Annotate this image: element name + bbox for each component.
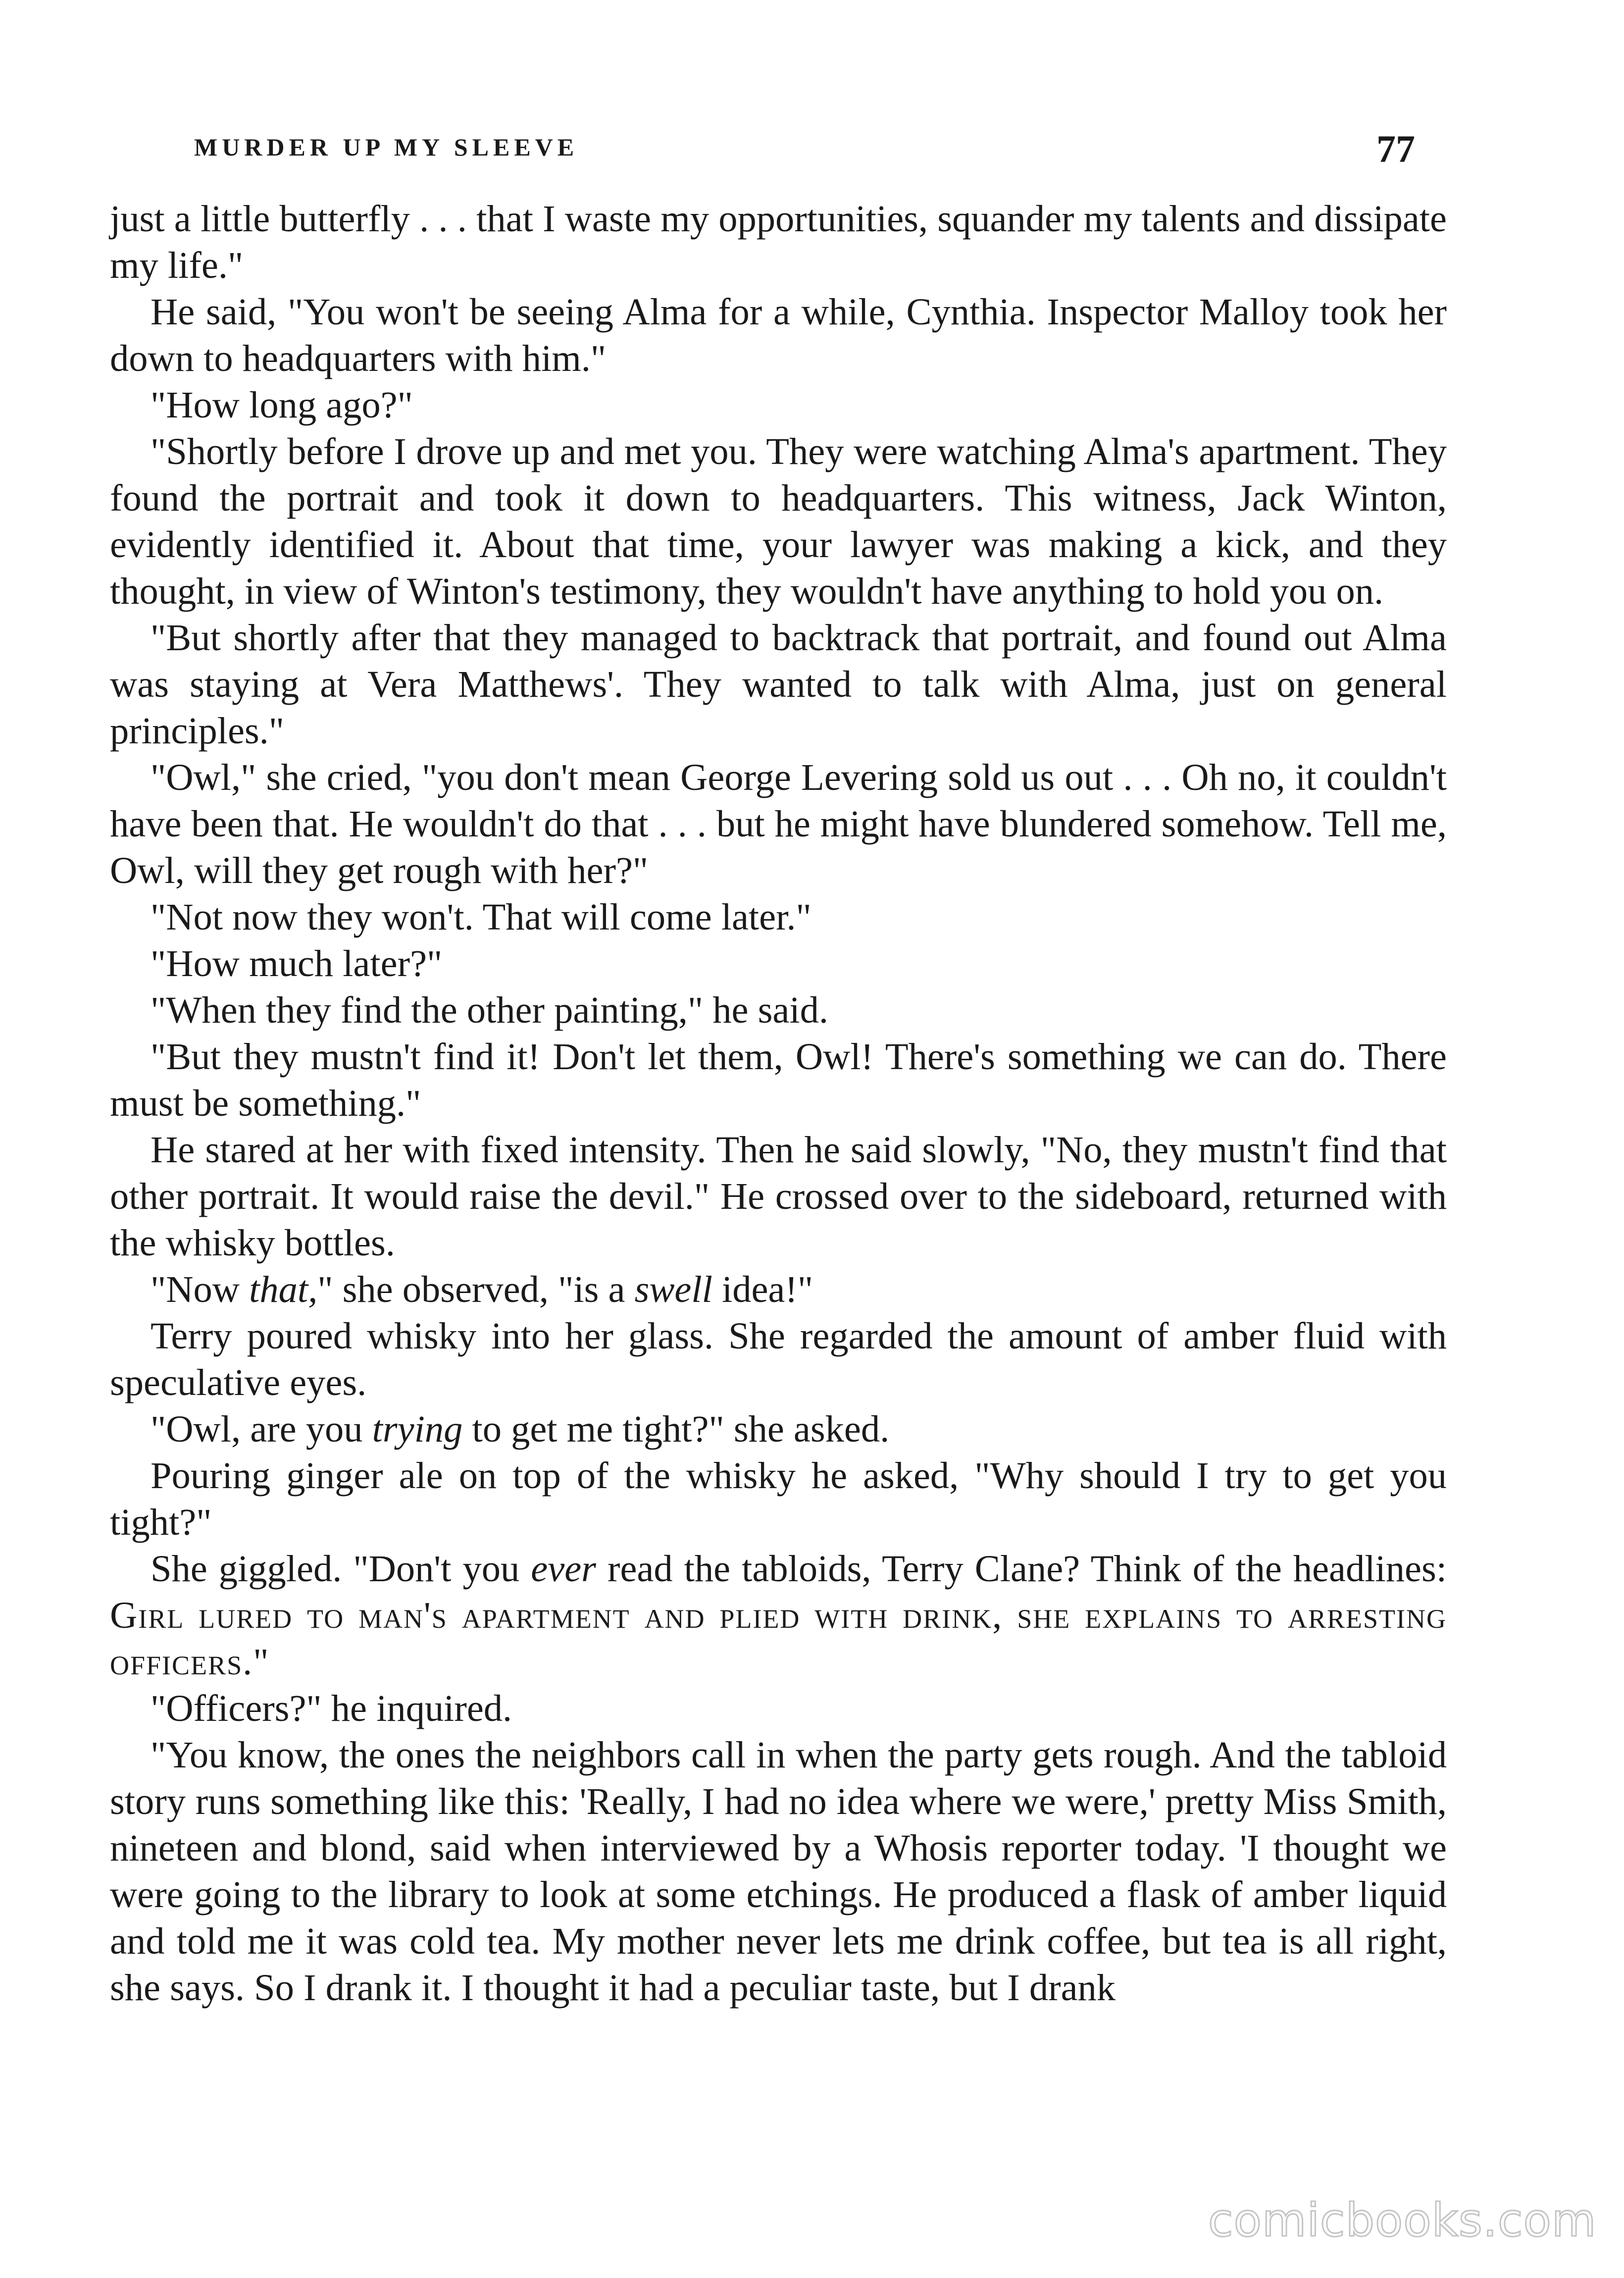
paragraph: He stared at her with fixed intensity. Then he said slowly, "No, they mustn't find that other portrait. It would raise the devil." He crossed over to the sideboard, returned with the whisky bottles. bbox=[110, 1129, 1447, 1264]
paragraph: "You know, the ones the neighbors call in when the party gets rough. And the tabloid story runs something like this: 'Really, I had no idea where we were,' pretty Miss Smith, nineteen and blond, said when interviewed by a Whosis reporter today. 'I thought we were going to the library to look at some etchings. He produced a flask of amber liquid and told me it was cold tea. My mother never lets me drink coffee, but tea is all right, she says. So I drank it. I thought it had a peculiar taste, but I drank bbox=[110, 1734, 1447, 2009]
text-run: She giggled. "Don't you bbox=[151, 1548, 531, 1590]
paragraph: "But they mustn't find it! Don't let them, Owl! There's something we can do. There must be something." bbox=[110, 1035, 1447, 1124]
paragraph: "When they find the other painting," he said. bbox=[151, 989, 828, 1031]
text-run: read the tabloids, Terry Clane? Think of the headlines: bbox=[596, 1548, 1447, 1590]
headline-small-caps: Girl lured to man's apartment and plied with drink, she explains to arresting officers. bbox=[110, 1594, 1447, 1683]
paragraph: He said, "You won't be seeing Alma for a while, Cynthia. Inspector Malloy took her down to headquarters with him." bbox=[110, 291, 1447, 379]
watermark-logo: comicbooks.com bbox=[1208, 2194, 1597, 2247]
paragraph: just a little butterfly . . . that I waste my opportunities, squander my talents and dissipate my life." bbox=[110, 198, 1447, 286]
text-run: "Now bbox=[151, 1268, 250, 1310]
running-title: MURDER UP MY SLEEVE bbox=[194, 133, 579, 161]
paragraph: "Not now they won't. That will come later." bbox=[151, 896, 812, 938]
text-run: idea!" bbox=[712, 1268, 813, 1310]
text-run: " she observed, "is a bbox=[317, 1268, 635, 1310]
emphasis: swell bbox=[634, 1268, 712, 1310]
paragraph bbox=[110, 1546, 1447, 1685]
paragraph: "How much later?" bbox=[151, 942, 443, 984]
body-text bbox=[110, 196, 1447, 2011]
text-run: "Owl, are you bbox=[151, 1408, 372, 1450]
page-number: 77 bbox=[1376, 127, 1415, 170]
paragraph bbox=[110, 1266, 1447, 1313]
emphasis: ever bbox=[531, 1548, 596, 1590]
text-run: " bbox=[253, 1641, 269, 1683]
paragraph: "Officers?" he inquired. bbox=[151, 1687, 512, 1729]
paragraph: "Owl," she cried, "you don't mean George Levering sold us out . . . Oh no, it couldn't have been that. He wouldn't do that . . . but he might have blundered somehow. Tell me, Owl, will they get rough with her?" bbox=[110, 756, 1447, 891]
paragraph: Pouring ginger ale on top of the whisky he asked, "Why should I try to get you tight?" bbox=[110, 1454, 1447, 1543]
paragraph bbox=[110, 1406, 1447, 1452]
text-run: to get me tight?" she asked. bbox=[462, 1408, 890, 1450]
paragraph: "How long ago?" bbox=[151, 384, 413, 426]
paragraph: "But shortly after that they managed to backtrack that portrait, and found out Alma was staying at Vera Matthews'. They wanted to talk with Alma, just on general principles." bbox=[110, 617, 1447, 752]
emphasis: that, bbox=[249, 1268, 318, 1310]
paragraph: "Shortly before I drove up and met you. They were watching Alma's apartment. They found the portrait and took it down to headquarters. This witness, Jack Winton, evidently identified it. About that time, your lawyer was making a kick, and they thought, in view of Winton's testimony, they wouldn't have anything to hold you on. bbox=[110, 430, 1447, 612]
paragraph: Terry poured whisky into her glass. She regarded the amount of amber fluid with speculative eyes. bbox=[110, 1315, 1447, 1403]
emphasis: trying bbox=[372, 1408, 463, 1450]
